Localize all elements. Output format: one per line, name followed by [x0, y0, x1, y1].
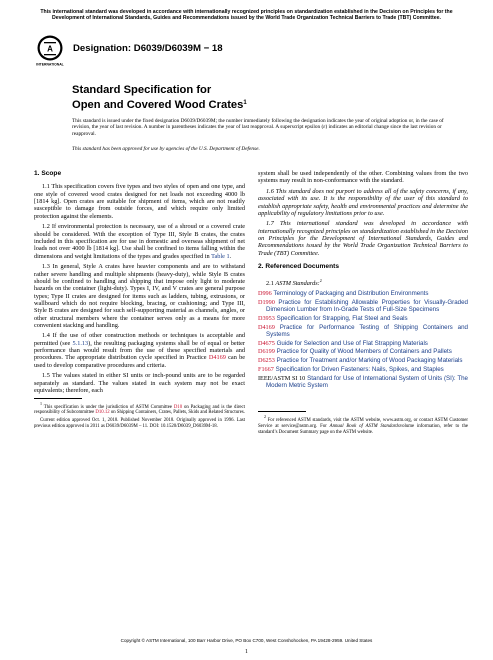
section-1-heading: 1. Scope — [34, 170, 62, 177]
reference-item[interactable]: D996 Terminology of Packaging and Distribution Environments — [258, 290, 429, 298]
subcommittee-d10-12-link[interactable]: D10.12 — [95, 410, 110, 416]
para-1-5: 1.5 The values stated in either SI units or inch-pound units are to be regarded separately as standard. The values stated in each system may not be exact equivalents; therefore, each — [34, 372, 245, 395]
reference-item[interactable]: D6253 Practice for Treatment and/or Marking of Wood Packaging Materials — [258, 357, 463, 365]
logo-wordmark: INTERNATIONAL — [36, 62, 64, 67]
issuance-note: This standard is issued under the fixed designation D6039/D6039M; the number immediately following the designation indicates the year of original adoption or, in the case of revision, the year of last revision. A number in parentheses indicates the year of last reapproval. A superscript epsilon (ε) indicates an editorial change since the last revision or reapproval. — [72, 118, 444, 137]
reference-list — [258, 290, 468, 389]
left-column — [34, 170, 245, 431]
title-line-2: Open and Covered Wood Crates — [72, 99, 244, 111]
table-1-link[interactable]: Table 1 — [211, 252, 230, 260]
para-1-5-continued: system shall be used independently of the other. Combining values from the two systems may result in non-conformance with the standard. — [258, 170, 468, 185]
section-5-1-13-link[interactable]: 5.1.13 — [72, 339, 89, 347]
footnote-rule — [258, 411, 306, 412]
para-2-1: 2.1 ASTM Standards:$^2$ — [266, 277, 322, 287]
para-1-6: 1.6 This standard does not purport to address all of the safety concerns, if any, associated with its use. It is the responsibility of the user of this standard to establish appropriate safety, health and environmental practices and determine the applicability of regulatory limitations prior to use. — [258, 187, 468, 217]
page-number: 1 — [245, 649, 248, 655]
para-1-4: 1.4 If the use of other construction methods or techniques is acceptable and permitted (see 5.1.13), the resulting packaging systems shall be of equal or better performance than would result from the use of these specified materials and procedures. The appropriate distribution cycle specified in Practice D4169 can be used to develop comparative procedures and criteria. — [34, 332, 246, 369]
reference-item[interactable]: IEEE/ASTM SI 10 Standard for Use of International System of Units (SI): The Modern Metric System — [258, 374, 468, 390]
astm-logo — [35, 34, 65, 67]
tbt-notice: This international standard was developed in accordance with internationally recognized principles on standardization established in the Decision on Principles for the Development of International Standards, Guides and Recommendations issued by the World Trade Organization Technical Barriers to Trade (TBT) Committee. — [40, 9, 453, 22]
right-column — [258, 170, 468, 437]
para-1-2: 1.2 If environmental protection is necessary, use of a shroud or a covered crate should be considered. With the exception of Type III, Style B crates, the crates included in this specification are for use in domestic and overseas shipment of net loads not over 4000 lb [1814 kg]. Use shall be confined to items falling within the dimensions and weight limitations of the types and grades specified in Table 1. — [34, 223, 245, 260]
reference-item[interactable]: D1990 Practice for Establishing Allowable Properties for Visually-Graded Dimension Lumber from In-Grade Tests of Full-Size Specimens — [258, 298, 468, 314]
para-1-3: 1.3 In general, Style A crates have heavier components and are to withstand rather severe handling and multiple shipments (heavy-duty), while Style B crates should be confined to handling and shipping that impose only light to moderate hazards on the container (light-duty). Types I, IV, and V crates are general purpose types; Type II crates are designed for items such as ladders, tubing, extrusions, or wallboard which do not require blocking, bracing, or cushioning; and Type III, Style B crates are designed for such self-supporting material as channels, angles, or other structural members where the container serves only as a means for more convenient stacking and handling. — [34, 263, 245, 329]
section-2-heading: 2. Referenced Documents — [258, 263, 339, 271]
reference-item[interactable]: F1667 Specification for Driven Fasteners: Nails, Spikes, and Staples — [258, 366, 444, 374]
committee-d10-link[interactable]: D10 — [173, 404, 183, 410]
reference-item[interactable]: D4675 Guide for Selection and Use of Flat Strapping Materials — [258, 339, 428, 347]
dod-approval-note: This standard has been approved for use by agencies of the U.S. Department of Defense. — [72, 146, 260, 152]
title-line-1: Standard Specification for — [72, 84, 212, 96]
d4169-link[interactable]: D4169 — [208, 354, 226, 362]
footnote-rule — [34, 398, 82, 399]
reference-item[interactable]: D4169 Practice for Performance Testing of Shipping Containers and Systems — [258, 323, 468, 338]
reference-item[interactable]: D6199 Practice for Quality of Wood Members of Containers and Pallets — [258, 348, 452, 356]
footnote-1: $^1$ This specification is under the jurisdiction of ASTM Committee D10 on Packaging and is the direct responsibility of Subcommittee D10.12 on Shipping Containers, Crates, Pallets, Skids and Related Structures. Current edition approved Oct. 1, 2018. Published November 2018. Originally approved in 1996. Last previous edition approved in 2011 as D6039/D6039M – 11. DOI: 10.1520/D6039_D6039M-18. — [34, 400, 245, 429]
document-title — [72, 84, 247, 112]
para-1-1: 1.1 This specification covers five types and two styles of open and one type, and one style of covered wood crates designed for net loads not exceeding 4000 lb [1814 kg]. Open crates are suitable for shipment of items, which are not readily susceptible to damage from outside forces, and which require only limited protection against the elements. — [34, 183, 245, 220]
reference-item[interactable]: D3953 Specification for Strapping, Flat Steel and Seals — [258, 314, 408, 322]
footnote-2: $^2$ For referenced ASTM standards, visit the ASTM website, www.astm.org, or contact ASTM Customer Service at service@astm.org. For Annual Book of ASTM Standardsvolume information, refer to the standard’s Document Summary page on the ASTM website. — [258, 414, 468, 435]
svg-text:A: A — [47, 44, 53, 54]
designation: Designation: D6039/D6039M − 18 — [73, 43, 223, 54]
para-1-7: 1.7 This international standard was developed in accordance with internationally recognized principles on standardization established in the Decision on Principles for the Development of International Standards, Guides and Recommendations issued by the World Trade Organization Technical Barriers to Trade (TBT) Committee. — [258, 220, 468, 257]
title-footnote-mark[interactable]: 1 — [243, 100, 247, 106]
copyright-footer: Copyright © ASTM International, 100 Barr Harbor Drive, PO Box C700, West Conshohocken, PA 19428-2959. United States — [120, 638, 373, 643]
